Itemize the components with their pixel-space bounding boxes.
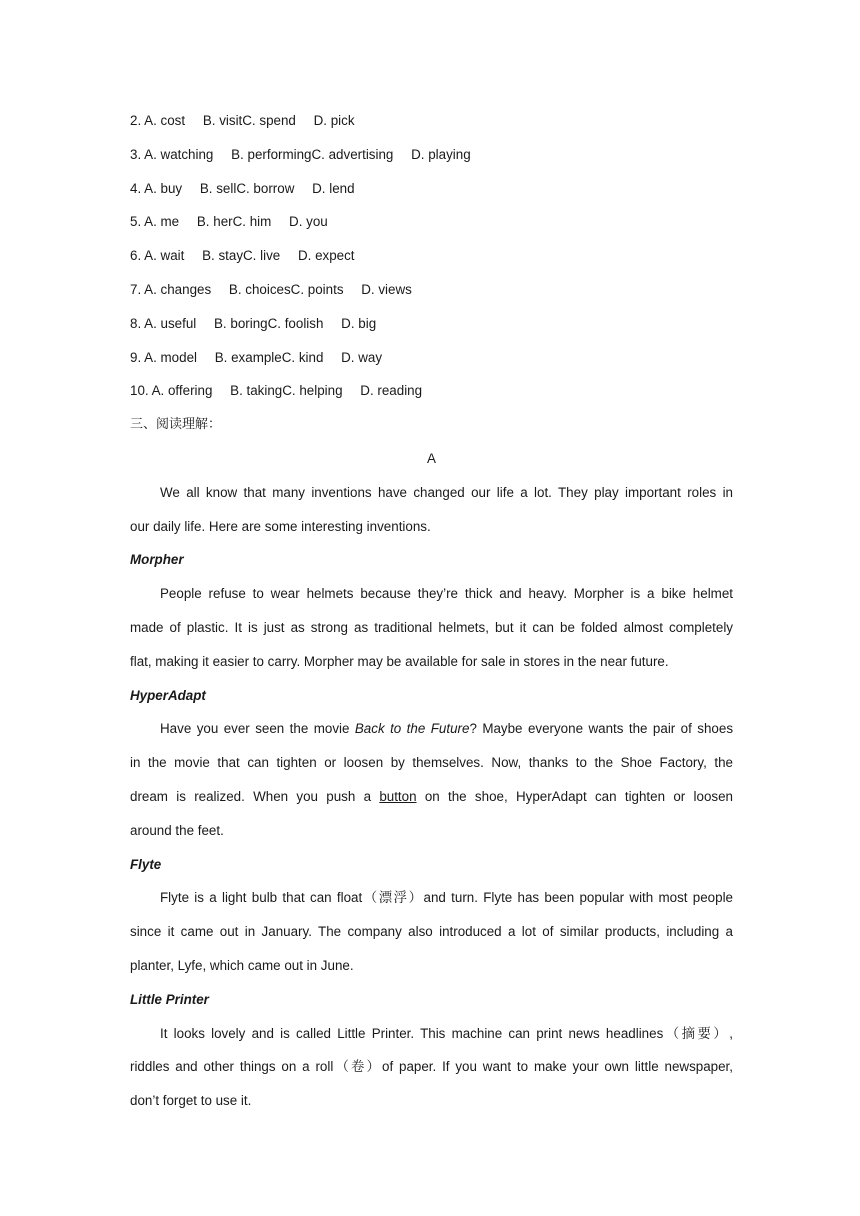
hyperadapt-line-4: around the feet. xyxy=(130,822,224,838)
option-d: D. lend xyxy=(312,180,355,196)
option-number: 6. xyxy=(130,248,142,264)
option-number: 7. xyxy=(130,281,142,297)
intro-line-2: our daily life. Here are some interesting inventions. xyxy=(130,518,431,534)
hyperadapt-text: dream is realized. When you push a xyxy=(130,788,380,804)
option-d: D. way xyxy=(341,349,383,365)
option-line-6 xyxy=(130,239,733,273)
option-a: A. cost xyxy=(144,113,186,128)
option-a: A. watching xyxy=(144,146,214,162)
option-a: A. offering xyxy=(151,383,213,399)
little-printer-paragraph xyxy=(130,1017,733,1118)
option-d: D. pick xyxy=(313,113,355,128)
morpher-paragraph xyxy=(130,577,733,678)
option-d: D. expect xyxy=(297,248,355,264)
flyte-line-3: planter, Lyfe, which came out in June. xyxy=(130,957,354,973)
hyperadapt-text: ? Maybe everyone wants the pair of shoes xyxy=(469,721,734,737)
option-line-8 xyxy=(130,307,733,341)
option-bc: B. boringC. foolish xyxy=(214,315,324,331)
section-title: 三、阅读理解： xyxy=(130,417,222,433)
option-bc: B. exampleC. kind xyxy=(214,349,324,365)
hyperadapt-text: Have you ever seen the movie xyxy=(160,721,355,737)
option-a: A. model xyxy=(144,349,197,365)
hyperadapt-line-3 xyxy=(130,780,733,814)
little-printer-line-3: don’t forget to use it. xyxy=(130,1093,252,1109)
option-number: 3. xyxy=(130,146,142,162)
option-number: 8. xyxy=(130,315,142,331)
morpher-heading: Morpher xyxy=(130,552,184,568)
option-line-5 xyxy=(130,205,733,239)
option-number: 10. xyxy=(130,383,149,399)
option-line-2 xyxy=(130,104,733,138)
morpher-line-2: made of plastic. It is just as strong as traditional helmets, but it can be folded almost completely xyxy=(130,619,733,635)
intro-line-1: We all know that many inventions have changed our life a lot. They play important roles in xyxy=(160,484,733,500)
option-number: 9. xyxy=(130,349,142,365)
option-line-7 xyxy=(130,273,733,307)
page-content xyxy=(130,104,733,1118)
underlined-word: button xyxy=(379,788,417,804)
morpher-line-1: People refuse to wear helmets because they’re thick and heavy. Morpher is a bike helmet xyxy=(160,586,733,602)
option-bc: B. visitC. spend xyxy=(202,113,296,128)
little-printer-line-2: riddles and other things on a roll（卷）of paper. If you want to make your own little newspaper, xyxy=(130,1059,733,1075)
option-a: A. buy xyxy=(144,180,183,196)
little-printer-line-1: It looks lovely and is called Little Printer. This machine can print news headlines（摘要）, xyxy=(160,1025,733,1041)
option-d: D. big xyxy=(341,315,377,331)
hyperadapt-line-2: in the movie that can tighten or loosen by themselves. Now, thanks to the Shoe Factory, the xyxy=(130,755,733,771)
option-line-9 xyxy=(130,341,733,375)
movie-title: Back to the Future xyxy=(354,721,470,737)
hyperadapt-heading: HyperAdapt xyxy=(130,687,206,703)
little-printer-heading: Little Printer xyxy=(130,991,209,1007)
option-a: A. me xyxy=(144,214,180,230)
flyte-line-2: since it came out in January. The company also introduced a lot of similar products, including a xyxy=(130,924,733,940)
option-bc: B. choicesC. points xyxy=(228,281,344,297)
option-d: D. reading xyxy=(360,383,423,399)
flyte-line-1: Flyte is a light bulb that can float（漂浮）and turn. Flyte has been popular with most people xyxy=(160,890,733,906)
option-a: A. useful xyxy=(144,315,197,331)
hyperadapt-paragraph xyxy=(130,712,733,847)
option-d: D. you xyxy=(289,214,328,230)
option-bc: B. herC. him xyxy=(196,214,272,230)
option-line-3 xyxy=(130,138,733,172)
option-bc: B. stayC. live xyxy=(202,248,281,264)
option-d: D. views xyxy=(361,281,412,297)
option-number: 5. xyxy=(130,214,142,230)
option-bc: B. takingC. helping xyxy=(230,383,343,399)
option-bc: B. performingC. advertising xyxy=(231,146,394,162)
option-a: A. wait xyxy=(144,248,185,264)
passage-label: A xyxy=(427,450,436,466)
hyperadapt-text: on the shoe, HyperAdapt can tighten or loosen xyxy=(416,788,733,804)
flyte-paragraph xyxy=(130,881,733,982)
flyte-heading: Flyte xyxy=(130,856,162,872)
intro-paragraph xyxy=(130,476,733,544)
option-d: D. playing xyxy=(411,146,471,162)
option-line-4 xyxy=(130,172,733,206)
morpher-line-3: flat, making it easier to carry. Morpher may be available for sale in stores in the near future. xyxy=(130,653,669,669)
option-line-10 xyxy=(130,374,733,408)
option-bc: B. sellC. borrow xyxy=(199,180,295,196)
option-a: A. changes xyxy=(144,281,212,297)
option-number: 2. xyxy=(130,113,142,128)
option-number: 4. xyxy=(130,180,142,196)
hyperadapt-line-1 xyxy=(130,712,733,746)
